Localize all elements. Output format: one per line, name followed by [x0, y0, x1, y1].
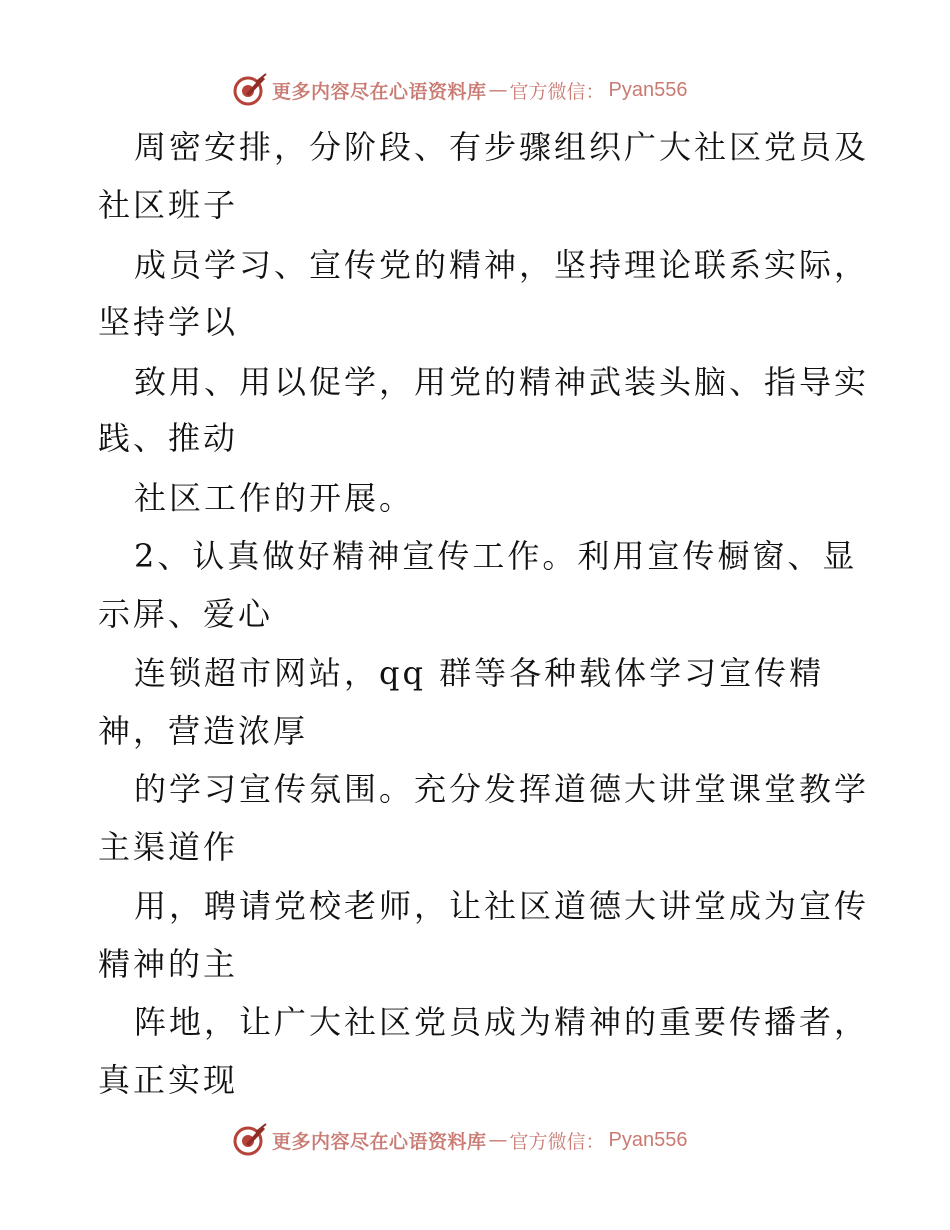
- text-line: 的学习宣传氛围。充分发挥道德大讲堂课堂教学: [134, 770, 870, 808]
- text-line: 示屏、爱心: [98, 595, 274, 633]
- text-line: 精神的主: [98, 945, 239, 983]
- text-line: 神，营造浓厚: [98, 712, 309, 750]
- banner-slogan: 更多内容尽在心语资料库: [272, 80, 487, 103]
- banner-content: [232, 1120, 688, 1160]
- text-line: 坚持学以: [98, 303, 239, 341]
- text-line: 2、认真做好精神宣传工作。利用宣传橱窗、显: [134, 537, 858, 575]
- banner-wechat-label: 官方微信：: [509, 1130, 605, 1153]
- quill-logo-icon: [232, 1122, 268, 1158]
- text-line: 践、推动: [98, 419, 239, 457]
- text-line: 用，聘请党校老师，让社区道德大讲堂成为宣传: [134, 887, 870, 925]
- banner-dash: —: [488, 1129, 508, 1151]
- banner-wechat-label: 官方微信：: [509, 80, 605, 103]
- banner-wechat-id: Pyan556: [608, 78, 688, 101]
- banner-dash: —: [488, 79, 508, 101]
- banner-wechat-id: Pyan556: [608, 1128, 688, 1151]
- text-line: 社区工作的开展。: [134, 479, 415, 517]
- banner-slogan: 更多内容尽在心语资料库: [272, 1130, 487, 1153]
- footer-banner: [0, 1120, 950, 1160]
- banner-content: [232, 70, 688, 110]
- text-line: 周密安排，分阶段、有步骤组织广大社区党员及: [134, 128, 870, 166]
- header-banner: [0, 70, 950, 110]
- text-line: 真正实现: [98, 1061, 239, 1099]
- text-line: 致用、用以促学，用党的精神武装头脑、指导实: [134, 363, 870, 401]
- text-line: 成员学习、宣传党的精神，坚持理论联系实际，: [134, 246, 870, 284]
- quill-logo-icon: [232, 72, 268, 108]
- text-line: 社区班子: [98, 186, 239, 224]
- text-line: 连锁超市网站，qq 群等各种载体学习宣传精: [134, 654, 825, 692]
- text-line: 主渠道作: [98, 828, 239, 866]
- text-line: 阵地，让广大社区党员成为精神的重要传播者，: [134, 1003, 870, 1041]
